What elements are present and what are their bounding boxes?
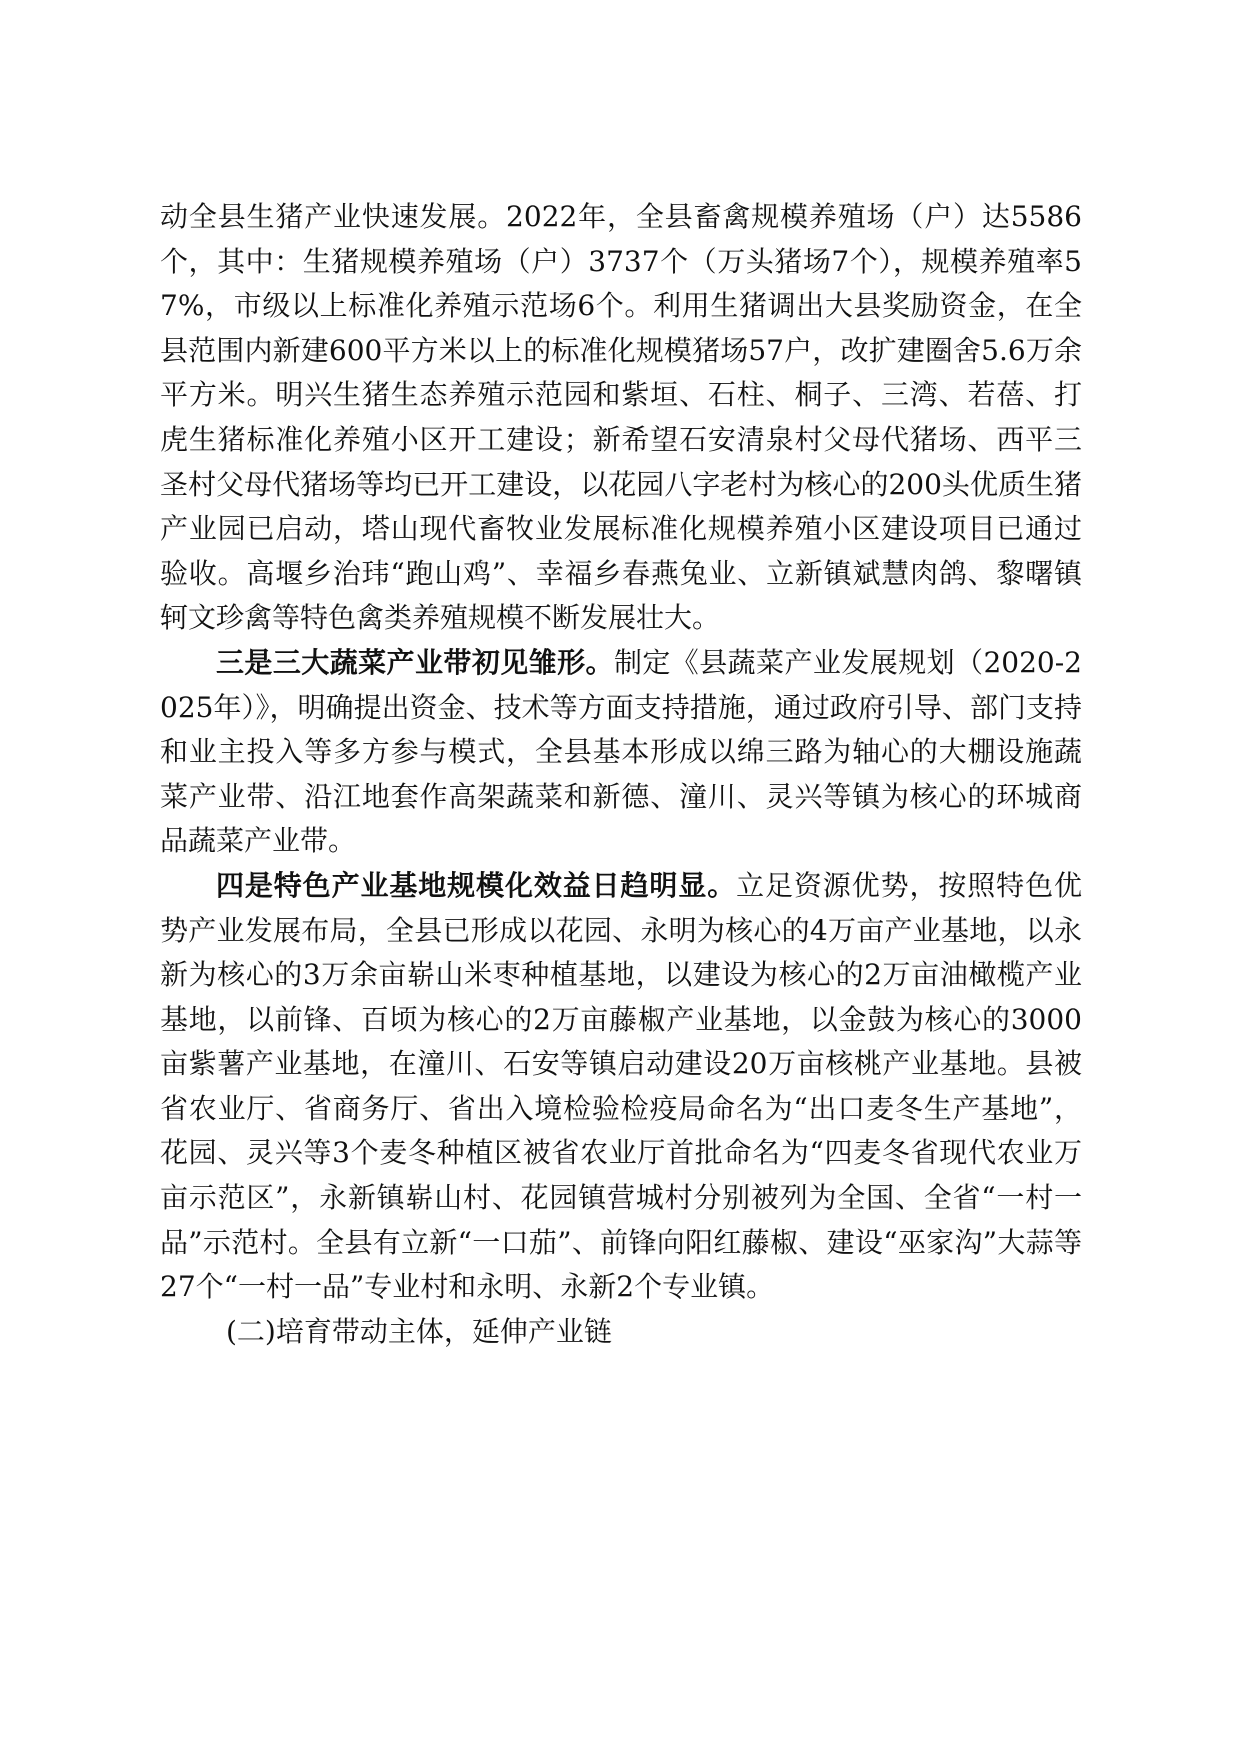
paragraph-livestock (160, 195, 1082, 641)
paragraph-industry-bases (160, 864, 1082, 1310)
paragraph-vegetable-belts (160, 641, 1082, 864)
paragraph-text: 立足资源优势，按照特色优势产业发展布局，全县已形成以花园、永明为核心的4万亩产业基地，以永新为核心的3万余亩崭山米枣种植基地，以建设为核心的2万亩油橄榄产业基地，以前锋、百顷为核心的2万亩藤椒产业基地，以金鼓为核心的3000亩紫薯产业基地，在潼川、石安等镇启动建设20万亩核桃产业基地。县被省农业厅、省商务厅、省出入境检验检疫局命名为“出口麦冬生产基地”，花园、灵兴等3个麦冬种植区被省农业厅首批命名为“四麦冬省现代农业万亩示范区”，永新镇崭山村、花园镇营城村分别被列为全国、全省“一村一品”示范村。全县有立新“一口茄”、前锋向阳红藤椒、建设“巫家沟”大蒜等27个“一村一品”专业村和永明、永新2个专业镇。 (160, 868, 1082, 1304)
paragraph-lead: 四是特色产业基地规模化效益日趋明显。 (216, 868, 737, 902)
document-body (160, 195, 1082, 1354)
paragraph-text: 动全县生猪产业快速发展。2022年，全县畜禽规模养殖场（户）达5586个，其中：生猪规模养殖场（户）3737个（万头猪场7个），规模养殖率57%，市级以上标准化养殖示范场6个。利用生猪调出大县奖励资金，在全县范围内新建600平方米以上的标准化规模猪场57户，改扩建圈舍5.6万余平方米。明兴生猪生态养殖示范园和紫垣、石柱、桐子、三湾、若蓓、打虎生猪标准化养殖小区开工建设；新希望石安清泉村父母代猪场、西平三圣村父母代猪场等均已开工建设，以花园八字老村为核心的200头优质生猪产业园已启动，塔山现代畜牧业发展标准化规模养殖小区建设项目已通过验收。高堰乡治玮“跑山鸡”、幸福乡春燕兔业、立新镇斌慧肉鸽、黎曙镇轲文珍禽等特色禽类养殖规模不断发展壮大。 (160, 200, 1082, 635)
paragraph-text: 制定《县蔬菜产业发展规划（2020-2025年）》，明确提出资金、技术等方面支持措施，通过政府引导、部门支持和业主投入等多方参与模式，全县基本形成以绵三路为轴心的大棚设施蔬菜产业带、沿江地套作高架蔬菜和新德、潼川、灵兴等镇为核心的环城商品蔬菜产业带。 (160, 645, 1082, 858)
paragraph-lead: 三是三大蔬菜产业带初见雏形。 (216, 645, 614, 679)
section-subheading: (二)培育带动主体，延伸产业链 (226, 1314, 612, 1348)
